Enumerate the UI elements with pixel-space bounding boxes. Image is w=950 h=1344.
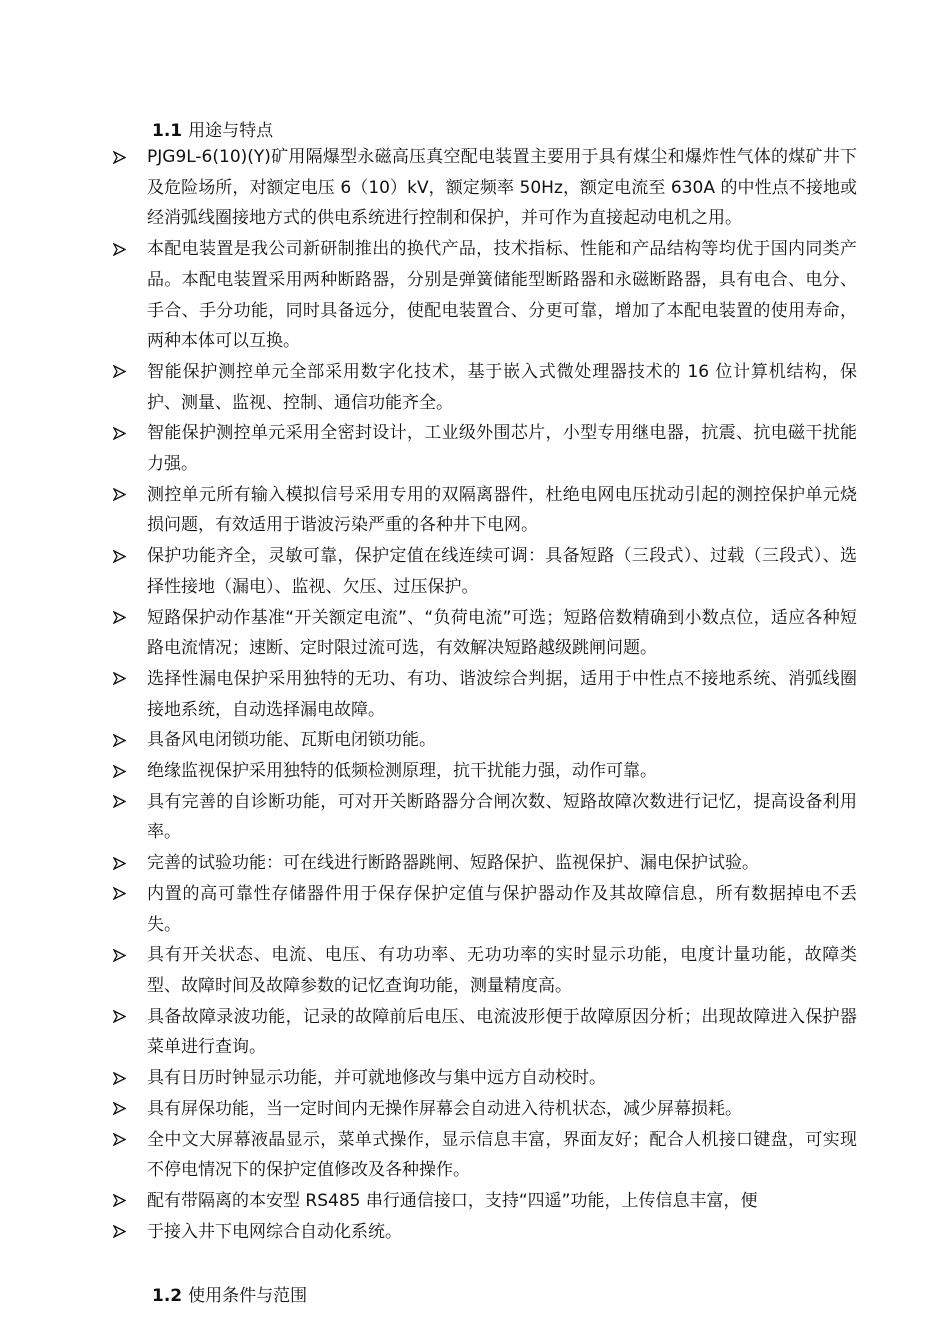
arrow-bullet-icon [113, 357, 126, 388]
list-item [0, 756, 857, 787]
list-item-text: 具备风电闭锁功能、瓦斯电闭锁功能。 [147, 730, 436, 751]
list-item-text: 短路保护动作基准“开关额定电流”、“负荷电流”可选；短路倍数精确到小数点位，适应各种短路电流情况；速断、定时限过流可选，有效解决短路越级跳闸问题。 [147, 607, 857, 659]
arrow-bullet-icon [113, 418, 126, 449]
feature-list [0, 142, 950, 1247]
section-heading-1-2 [152, 1285, 307, 1307]
list-item-text: 具有开关状态、电流、电压、有功功率、无功功率的实时显示功能，电度计量功能，故障类型、故障时间及故障参数的记忆查询功能，测量精度高。 [147, 945, 857, 996]
arrow-bullet-icon [113, 541, 126, 572]
list-item-text: 绝缘监视保护采用独特的低频检测原理，抗干扰能力强，动作可靠。 [147, 761, 657, 782]
list-item-text: 内置的高可靠性存储器件用于保存保护定值与保护器动作及其故障信息，所有数据掉电不丢失。 [147, 883, 857, 935]
section-number: 1.2 [152, 1286, 183, 1306]
list-item [0, 879, 857, 940]
list-item [0, 1094, 857, 1125]
section-number: 1.1 [152, 121, 183, 141]
list-item [0, 940, 857, 1001]
list-item-text: 具有屏保功能，当一定时间内无操作屏幕会自动进入待机状态，减少屏幕损耗。 [147, 1098, 742, 1119]
list-item [0, 1186, 857, 1217]
arrow-bullet-icon [113, 940, 126, 971]
list-item-text: 保护功能齐全，灵敏可靠，保护定值在线连续可调：具备短路（三段式）、过载（三段式）、选择性接地（漏电）、监视、欠压、过压保护。 [147, 546, 857, 597]
list-item-text: 配有带隔离的本安型 RS485 串行通信接口，支持“四遥”功能，上传信息丰富，便 [147, 1190, 758, 1211]
list-item-text: 测控单元所有输入模拟信号采用专用的双隔离器件，杜绝电网电压扰动引起的测控保护单元烧损问题，有效适用于谐波污染严重的各种井下电网。 [147, 484, 857, 536]
list-item [0, 664, 857, 725]
list-item [0, 1063, 857, 1094]
list-item-text: 全中文大屏幕液晶显示，菜单式操作，显示信息丰富，界面友好；配合人机接口键盘，可实现不停电情况下的保护定值修改及各种操作。 [147, 1129, 857, 1181]
list-item [0, 480, 857, 541]
list-item-text: 智能保护测控单元采用全密封设计，工业级外围芯片，小型专用继电器，抗震、抗电磁干扰能力强。 [147, 423, 857, 475]
arrow-bullet-icon [113, 879, 126, 910]
list-item-text: 具有完善的自诊断功能，可对开关断路器分合闸次数、短路故障次数进行记忆，提高设备利用率。 [147, 791, 857, 843]
arrow-bullet-icon [113, 1186, 126, 1217]
section-title: 用途与特点 [188, 121, 274, 141]
list-item-text: 完善的试验功能：可在线进行断路器跳闸、短路保护、监视保护、漏电保护试验。 [147, 853, 759, 874]
arrow-bullet-icon [113, 725, 126, 756]
list-item [0, 848, 857, 879]
arrow-bullet-icon [113, 603, 126, 634]
list-item [0, 418, 857, 479]
list-item [0, 787, 857, 848]
list-item [0, 603, 857, 664]
list-item [0, 1002, 857, 1063]
list-item [0, 1125, 857, 1186]
list-item-text: 具有日历时钟显示功能，并可就地修改与集中远方自动校时。 [147, 1068, 606, 1089]
list-item [0, 541, 857, 602]
list-item [0, 1217, 857, 1248]
list-item-text: 于接入井下电网综合自动化系统。 [147, 1221, 402, 1242]
arrow-bullet-icon [113, 787, 126, 818]
list-item [0, 725, 857, 756]
list-item [0, 234, 857, 357]
list-item-text: 智能保护测控单元全部采用数字化技术，基于嵌入式微处理器技术的 16 位计算机结构，保护、测量、监视、控制、通信功能齐全。 [147, 361, 857, 413]
arrow-bullet-icon [113, 1094, 126, 1125]
arrow-bullet-icon [113, 142, 126, 173]
list-item-text: 具备故障录波功能，记录的故障前后电压、电流波形便于故障原因分析；出现故障进入保护器菜单进行查询。 [147, 1006, 857, 1058]
arrow-bullet-icon [113, 1125, 126, 1156]
arrow-bullet-icon [113, 756, 126, 787]
list-item-text: 选择性漏电保护采用独特的无功、有功、谐波综合判据，适用于中性点不接地系统、消弧线圈接地系统，自动选择漏电故障。 [147, 668, 857, 720]
list-item [0, 142, 857, 234]
arrow-bullet-icon [113, 1217, 126, 1248]
arrow-bullet-icon [113, 234, 126, 265]
section-heading-1-1 [152, 120, 273, 142]
arrow-bullet-icon [113, 848, 126, 879]
list-item [0, 357, 857, 418]
arrow-bullet-icon [113, 480, 126, 511]
section-title: 使用条件与范围 [188, 1286, 308, 1306]
arrow-bullet-icon [113, 664, 126, 695]
arrow-bullet-icon [113, 1063, 126, 1094]
list-item-text: PJG9L-6(10)(Y)矿用隔爆型永磁高压真空配电装置主要用于具有煤尘和爆炸性气体的煤矿井下及危险场所，对额定电压 6（10）kV，额定频率 50Hz，额定电流至 630A 的中性点不接地或经消弧线圈接地方式的供电系统进行控制和保护，并可作为直接起动电机之用。 [147, 147, 857, 229]
list-item-text: 本配电装置是我公司新研制推出的换代产品，技术指标、性能和产品结构等均优于国内同类产品。本配电装置采用两种断路器，分别是弹簧储能型断路器和永磁断路器，具有电合、电分、手合、手分功能，同时具备远分，使配电装置合、分更可靠，增加了本配电装置的使用寿命，两种本体可以互换。 [147, 239, 857, 352]
arrow-bullet-icon [113, 1002, 126, 1033]
